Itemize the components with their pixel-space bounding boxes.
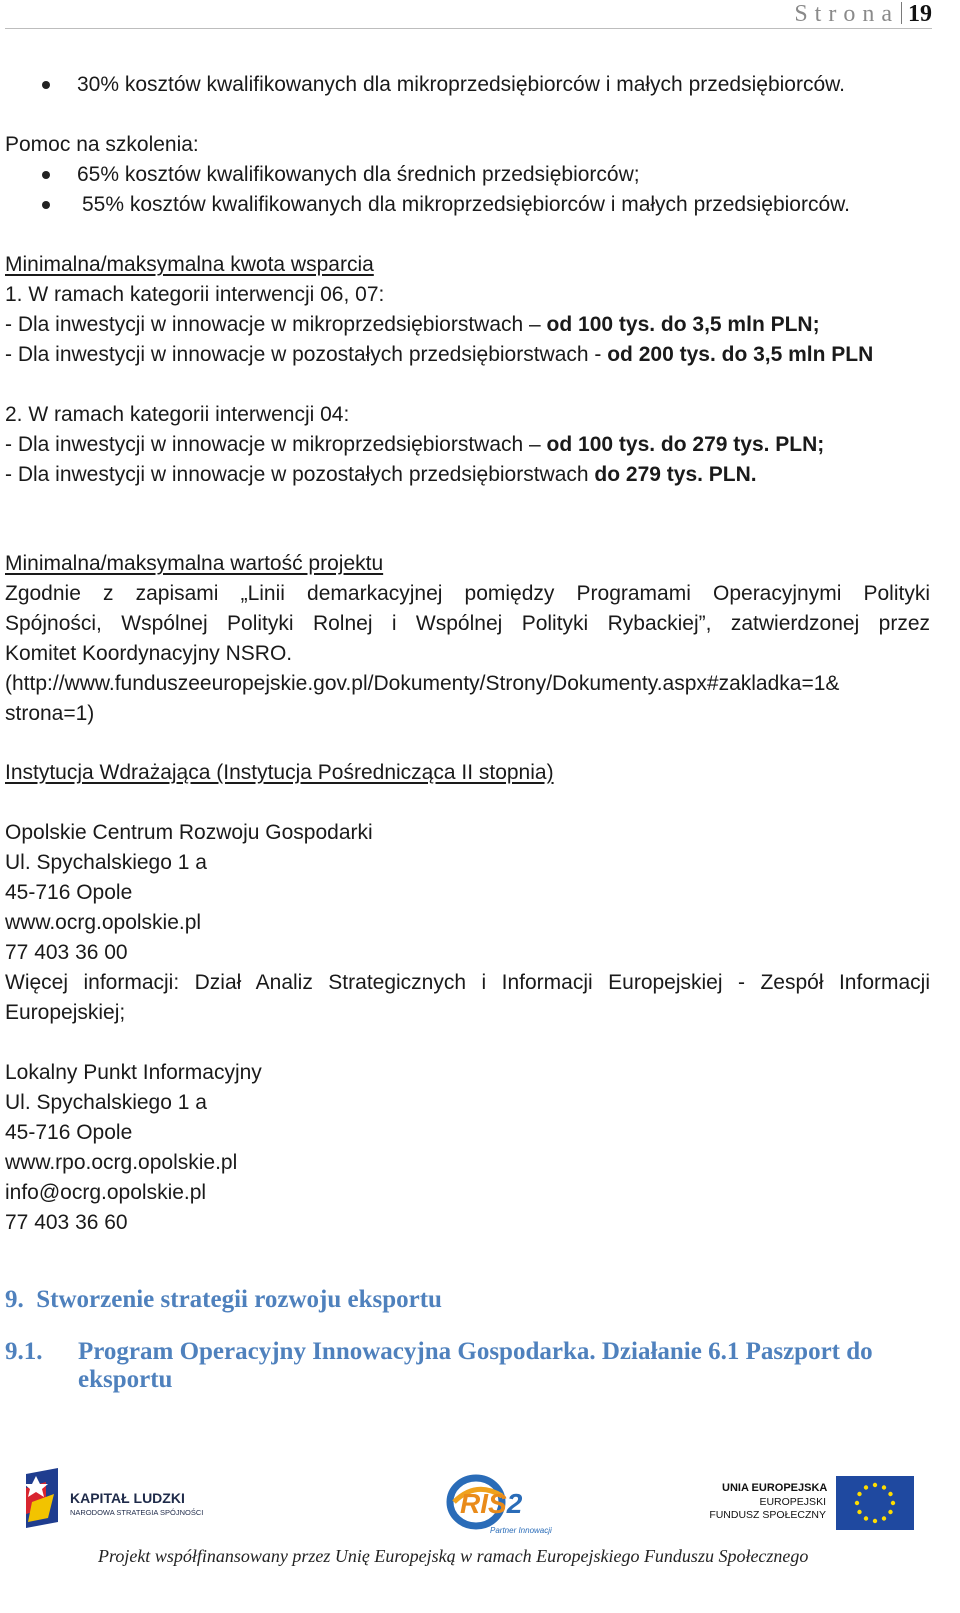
heading-title-line: Program Operacyjny Innowacyjna Gospodarka. Działanie 6.1 Paszport do [78, 1338, 873, 1365]
support-line [5, 310, 820, 340]
org-phone: 77 403 36 00 [5, 941, 128, 964]
section-heading-instytucja: Instytucja Wdrażająca (Instytucja Pośrednicząca II stopnia) [5, 761, 554, 784]
page-header [794, 0, 932, 28]
lpi-street: Ul. Spychalskiego 1 a [5, 1091, 207, 1114]
training-title: Pomoc na szkolenia: [5, 133, 199, 156]
support-amount: od 100 tys. do 3,5 mln PLN; [546, 313, 820, 336]
org-website[interactable]: www.ocrg.opolskie.pl [5, 911, 202, 934]
lpi-website[interactable]: www.rpo.ocrg.opolskie.pl [5, 1151, 238, 1174]
paragraph-line: Zgodnie z zapisami „Linii demarkacyjnej pomiędzy Programami Operacyjnymi Polityki [5, 582, 930, 605]
more-info-line: Europejskiej; [5, 1001, 126, 1024]
support-amount: od 100 tys. do 279 tys. PLN; [546, 433, 825, 456]
heading-title-line: eksportu [78, 1366, 173, 1393]
kl-emblem-icon [18, 1468, 68, 1530]
support-amount: do 279 tys. PLN. [594, 463, 757, 486]
bullet-text: 30% kosztów kwalifikowanych dla mikroprzedsiębiorców i małych przedsiębiorców. [77, 73, 845, 96]
lpi-name: Lokalny Punkt Informacyjny [5, 1061, 262, 1084]
category-title: 1. W ramach kategorii interwencji 06, 07: [5, 283, 385, 306]
lpi-city: 45-716 Opole [5, 1121, 133, 1144]
kl-title: KAPITAŁ LUDZKI [70, 1490, 185, 1506]
section-heading-kwota: Minimalna/maksymalna kwota wsparcia [5, 253, 374, 276]
paragraph-line: Komitet Koordynacyjny NSRO. [5, 642, 293, 665]
support-line [5, 430, 824, 460]
org-city: 45-716 Opole [5, 881, 133, 904]
heading-9-1-number: 9.1. [5, 1338, 43, 1365]
lpi-email[interactable]: info@ocrg.opolskie.pl [5, 1181, 207, 1204]
eu-line3: FUNDUSZ SPOŁECZNY [709, 1509, 826, 1521]
org-street: Ul. Spychalskiego 1 a [5, 851, 207, 874]
header-rule [5, 28, 932, 29]
bullet-text: 65% kosztów kwalifikowanych dla średnich przedsiębiorców; [77, 163, 640, 186]
ris-number: 2 [506, 1488, 523, 1519]
kapital-ludzki-logo [18, 1468, 208, 1538]
eu-flag-icon [836, 1476, 914, 1530]
org-name: Opolskie Centrum Rozwoju Gospodarki [5, 821, 373, 844]
section-heading-wartosc: Minimalna/maksymalna wartość projektu [5, 552, 384, 575]
lpi-phone: 77 403 36 60 [5, 1211, 128, 1234]
eu-line2: EUROPEJSKI [759, 1496, 826, 1508]
ris-wordmark [460, 1488, 522, 1520]
heading-number: 9. [5, 1286, 24, 1313]
source-link-cont[interactable]: strona=1) [5, 702, 95, 725]
support-text: - Dla inwestycji w innowacje w mikroprzedsiębiorstwach – [5, 433, 547, 456]
bullet-text: 55% kosztów kwalifikowanych dla mikroprzedsiębiorców i małych przedsiębiorców. [82, 193, 850, 216]
kl-subtitle: NARODOWA STRATEGIA SPÓJNOŚCI [70, 1508, 204, 1517]
source-link[interactable]: (http://www.funduszeeuropejskie.gov.pl/Dokumenty/Strony/Dokumenty.aspx#zakladka=1& [5, 672, 840, 695]
footer-cofinancing-note: Projekt współfinansowany przez Unię Europejską w ramach Europejskiego Funduszu Społecznego [98, 1546, 809, 1566]
heading-9 [5, 1286, 442, 1314]
eu-title: UNIA EUROPEJSKA [722, 1482, 828, 1494]
support-amount: od 200 tys. do 3,5 mln PLN [607, 343, 874, 366]
support-line [5, 460, 757, 490]
heading-9-1-title [78, 1338, 873, 1394]
ris-subtitle: Partner Innowacji [490, 1526, 552, 1535]
support-line [5, 340, 873, 370]
bullet-dot [42, 171, 50, 179]
bullet-dot [42, 81, 50, 89]
bullet-dot [42, 201, 50, 209]
ris-text: RIS [460, 1488, 507, 1519]
header-separator [901, 2, 902, 24]
paragraph-line: Spójności, Wspólnej Polityki Rolnej i Wspólnej Polityki Rybackiej”, zatwierdzonej przez [5, 612, 930, 635]
more-info-line: Więcej informacji: Dział Analiz Strategicznych i Informacji Europejskiej - Zespół Informacji [5, 971, 930, 994]
support-text: - Dla inwestycji w innowacje w mikroprzedsiębiorstwach – [5, 313, 547, 336]
eu-efs-logo [704, 1468, 930, 1536]
page-number: 19 [908, 1, 932, 27]
page-label: Strona [794, 1, 899, 27]
category-title: 2. W ramach kategorii interwencji 04: [5, 403, 350, 426]
support-text: - Dla inwestycji w innowacje w pozostałych przedsiębiorstwach - [5, 343, 608, 366]
heading-title: Stworzenie strategii rozwoju eksportu [36, 1286, 442, 1313]
support-text: - Dla inwestycji w innowacje w pozostałych przedsiębiorstwach [5, 463, 595, 486]
ris2-logo [446, 1472, 556, 1538]
